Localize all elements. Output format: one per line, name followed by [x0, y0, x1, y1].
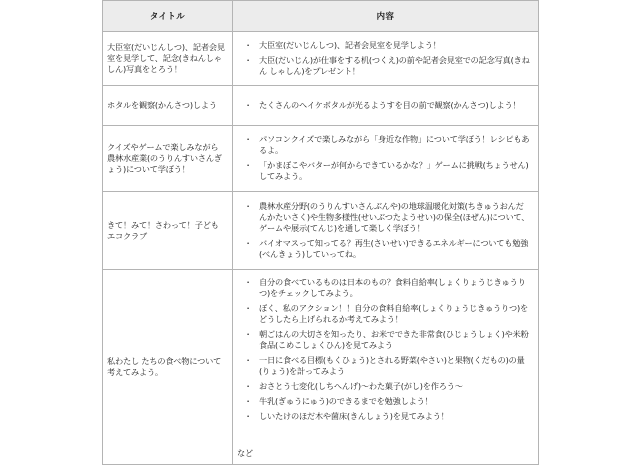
list-item-text: 農林水産分野(のうりんすいさんぶんや)の地球温暖化対策(ちきゅうおんだんかたいさく)や生物多様性(せいぶつたようせい)の保全(ほぜん)について、ゲームや展示(てんじ)を通して楽しく学ぼう！ — [259, 200, 530, 233]
table-row — [103, 32, 539, 86]
list-item — [241, 160, 530, 182]
list-item — [241, 396, 530, 407]
list-item — [241, 355, 530, 377]
list-item-text: 朝ごはんの大切さを知ったり、お米でできた非常食(ひじょうしょく)や米粉食品(こめこしょくひん)を見てみよう — [259, 328, 529, 350]
row-content — [233, 192, 539, 270]
list-item-text: バイオマスって知ってる？再生(さいせい)できるエネルギーについても勉強(べんきょう)していってね。 — [259, 237, 529, 259]
bullet-icon: ・ — [244, 160, 252, 170]
list-item — [241, 201, 530, 234]
bullet-icon: ・ — [244, 276, 252, 287]
etc-note: など — [237, 447, 253, 458]
list-item-text: 大臣(だいじん)が仕事をする机(つくえ)の前や記者会見室での記念写真(きねん しゃしん)をプレゼント！ — [259, 54, 530, 76]
row-title: 大臣室(だいじんしつ)、記者会見室を見学して、記念(きねんしゃしん)写真をとろう！ — [103, 32, 233, 86]
list-item-text: おさとう七変化(しちへんげ)〜わた菓子(がし)を作ろう〜 — [259, 380, 463, 391]
list-item — [241, 134, 530, 156]
content-list — [241, 277, 530, 422]
event-table — [102, 0, 539, 465]
list-item — [241, 55, 530, 77]
list-item-text: しいたけのほだ木や菌床(きんしょう)を見てみよう！ — [259, 410, 449, 421]
list-item-text: たくさんのヘイケボタルが光るようすを目の前で観察(かんさつ)しよう！ — [259, 99, 521, 110]
list-item-text: 牛乳(ぎゅうにゅう)のできるまでを勉強しよう！ — [259, 395, 433, 406]
bullet-icon: ・ — [244, 39, 252, 50]
column-header-title: タイトル — [103, 1, 233, 32]
list-item — [241, 381, 530, 392]
row-title: きて！みて！さわって！子どもエコクラブ — [103, 192, 233, 270]
list-item — [241, 411, 530, 422]
list-item — [241, 303, 530, 325]
row-title: 私わたし たちの食べ物について考えてみよう。 — [103, 270, 233, 465]
list-item-text: 大臣室(だいじんしつ)、記者会見室を見学しよう！ — [259, 39, 441, 50]
row-content — [233, 126, 539, 192]
table-row — [103, 270, 539, 465]
bullet-icon: ・ — [244, 395, 252, 406]
bullet-icon: ・ — [244, 328, 252, 339]
table-header-row — [103, 1, 539, 32]
bullet-icon: ・ — [244, 354, 252, 365]
row-content — [233, 32, 539, 86]
list-item — [241, 329, 530, 351]
table-row — [103, 86, 539, 126]
list-item-text: 一日に食べる目標(もくひょう)とされる野菜(やさい)と果物(くだもの)の量(りょう)を計ってみよう — [259, 354, 525, 376]
table-row — [103, 192, 539, 270]
column-header-content: 内容 — [233, 1, 539, 32]
bullet-icon: ・ — [244, 99, 252, 110]
bullet-icon: ・ — [244, 302, 252, 313]
content-list — [241, 100, 530, 111]
content-list — [241, 134, 530, 182]
table-row — [103, 126, 539, 192]
row-title: クイズやゲームで楽しみながら農林水産業(のうりんすいさんぎょう)について学ぼう！ — [103, 126, 233, 192]
list-item — [241, 238, 530, 260]
content-list — [241, 40, 530, 77]
row-content — [233, 270, 539, 465]
list-item-text: 「かまぼこやバターが何からできているかな？」ゲームに挑戦(ちょうせん)してみよう。 — [259, 160, 529, 181]
row-title: ホタルを観察(かんさつ)しよう — [103, 86, 233, 126]
content-list — [241, 201, 530, 260]
list-item-text: パソコンクイズで楽しみながら「身近な作物」について学ぼう！レシピもあるよ。 — [259, 134, 530, 155]
row-content — [233, 86, 539, 126]
bullet-icon: ・ — [244, 134, 252, 144]
list-item — [241, 277, 530, 299]
list-item-text: ぼく、私のアクション！！自分の食料自給率(しょくりょうじきゅうりつ)をどうしたら上げられるか考えてみよう！ — [259, 302, 529, 324]
bullet-icon: ・ — [244, 54, 252, 65]
bullet-icon: ・ — [244, 380, 252, 391]
bullet-icon: ・ — [244, 237, 252, 248]
bullet-icon: ・ — [244, 200, 252, 211]
bullet-icon: ・ — [244, 410, 252, 421]
list-item — [241, 40, 530, 51]
list-item-text: 自分の食べているものは日本のもの？食料自給率(しょくりょうじきゅうりつ)をチェックしてみよう。 — [259, 276, 526, 298]
list-item — [241, 100, 530, 111]
